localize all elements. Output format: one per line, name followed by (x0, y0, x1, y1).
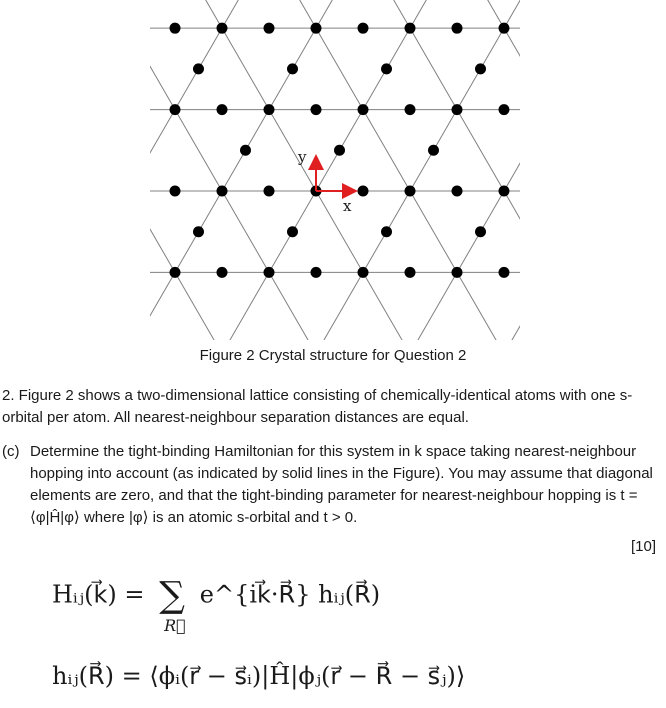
equation-hopping-element: hᵢⱼ(R⃗) = ⟨ϕᵢ(r⃗ − s⃗ᵢ)|Ĥ|ϕⱼ(r⃗ − R⃗ − s⃗ⱼ)⟩ (52, 662, 466, 690)
lattice-atom (217, 23, 228, 34)
lattice-atom (170, 186, 181, 197)
crystal-lattice-figure (0, 0, 666, 345)
lattice-bond-line (12, 0, 432, 345)
lattice-atom (170, 104, 181, 115)
lattice-atom (452, 104, 463, 115)
lattice-atom (264, 23, 275, 34)
lattice-bond-line (576, 0, 666, 345)
lattice-atom (358, 267, 369, 278)
lattice-bond-line (200, 0, 620, 345)
lattice-atom (405, 104, 416, 115)
lattice-bond-line (0, 0, 244, 345)
lattice-atom (217, 104, 228, 115)
lattice-atom (475, 226, 486, 237)
lattice-atom (287, 63, 298, 74)
lattice-bond-line (0, 0, 244, 345)
lattice-atom (193, 226, 204, 237)
lattice-bond-line (294, 0, 666, 345)
lattice-bond-line (0, 0, 56, 345)
lattice-atom (358, 104, 369, 115)
lattice-atom (264, 186, 275, 197)
lattice-atom (217, 186, 228, 197)
lattice-atom (170, 23, 181, 34)
axes-indicator (297, 148, 354, 215)
lattice-bond-line (0, 0, 338, 345)
lattice-bond-line (576, 0, 666, 345)
lattice-lines (0, 0, 666, 345)
lattice-atom (287, 226, 298, 237)
lattice-bond-line (482, 0, 666, 345)
lattice-atom (193, 63, 204, 74)
part-text: Determine the tight-binding Hamiltonian for this system in k space taking nearest-neighbour hopping into account (as indicated by solid lines in the Figure). You may assume that diagonal elements are zero, and that the tight-binding parameter for nearest-neighbour hopping is t = ⟨φ|Ĥ|φ⟩ where |φ⟩ is an atomic s-orbital and t > 0. (30, 443, 653, 526)
lattice-bond-line (0, 0, 56, 345)
sigma-glyph: ∑ (159, 575, 185, 616)
lattice-atom (358, 23, 369, 34)
x-axis-label: x (343, 197, 352, 215)
question-part-c (2, 441, 662, 529)
lattice-atom (499, 104, 510, 115)
lattice-atom (405, 23, 416, 34)
lattice-atom (240, 145, 251, 156)
sum-symbol (152, 575, 192, 635)
lattice-atom (358, 186, 369, 197)
lattice-atom (311, 104, 322, 115)
marks-badge: [10] (630, 538, 656, 555)
lattice-bond-line (388, 0, 666, 345)
lattice-atom (381, 226, 392, 237)
lattice-atom (217, 267, 228, 278)
lattice-bond-line (388, 0, 666, 345)
lattice-atom (334, 145, 345, 156)
lattice-atom (499, 186, 510, 197)
lattice-atom (452, 186, 463, 197)
lattice-atom (428, 145, 439, 156)
lattice-bond-line (0, 0, 150, 345)
lattice-atom (311, 23, 322, 34)
lattice-atom (499, 267, 510, 278)
lattice-atom (452, 23, 463, 34)
figure-caption: Figure 2 Crystal structure for Question 2 (199, 347, 467, 364)
lattice-atom (170, 267, 181, 278)
lattice-atom (405, 267, 416, 278)
lattice-atom (311, 267, 322, 278)
lattice-bond-line (294, 0, 666, 345)
lattice-bond-line (0, 0, 150, 345)
lattice-atom (264, 104, 275, 115)
eq1-rhs: e^{ik⃗·R⃗} hᵢⱼ(R⃗) (199, 580, 381, 609)
eq1-lhs: Hᵢⱼ(k⃗) = (52, 580, 145, 609)
lattice-bond-line (482, 0, 666, 345)
lattice-atom (381, 63, 392, 74)
part-label: (c) (2, 443, 20, 460)
lattice-atom (452, 267, 463, 278)
question-intro: 2. Figure 2 shows a two-dimensional lattice consisting of chemically-identical atoms with one s-orbital per atom. All nearest-neighbour separation distances are equal. (2, 387, 633, 426)
lattice-bond-line (12, 0, 432, 345)
sum-index: R⃗ (164, 616, 186, 635)
lattice-bond-line (200, 0, 620, 345)
equation-hamiltonian-k (52, 575, 381, 635)
lattice-atom (264, 267, 275, 278)
lattice-atom (405, 186, 416, 197)
y-axis-label: y (298, 148, 307, 166)
lattice-bond-line (0, 0, 338, 345)
lattice-atom (475, 63, 486, 74)
lattice-atoms (170, 23, 510, 278)
lattice-atom (499, 23, 510, 34)
